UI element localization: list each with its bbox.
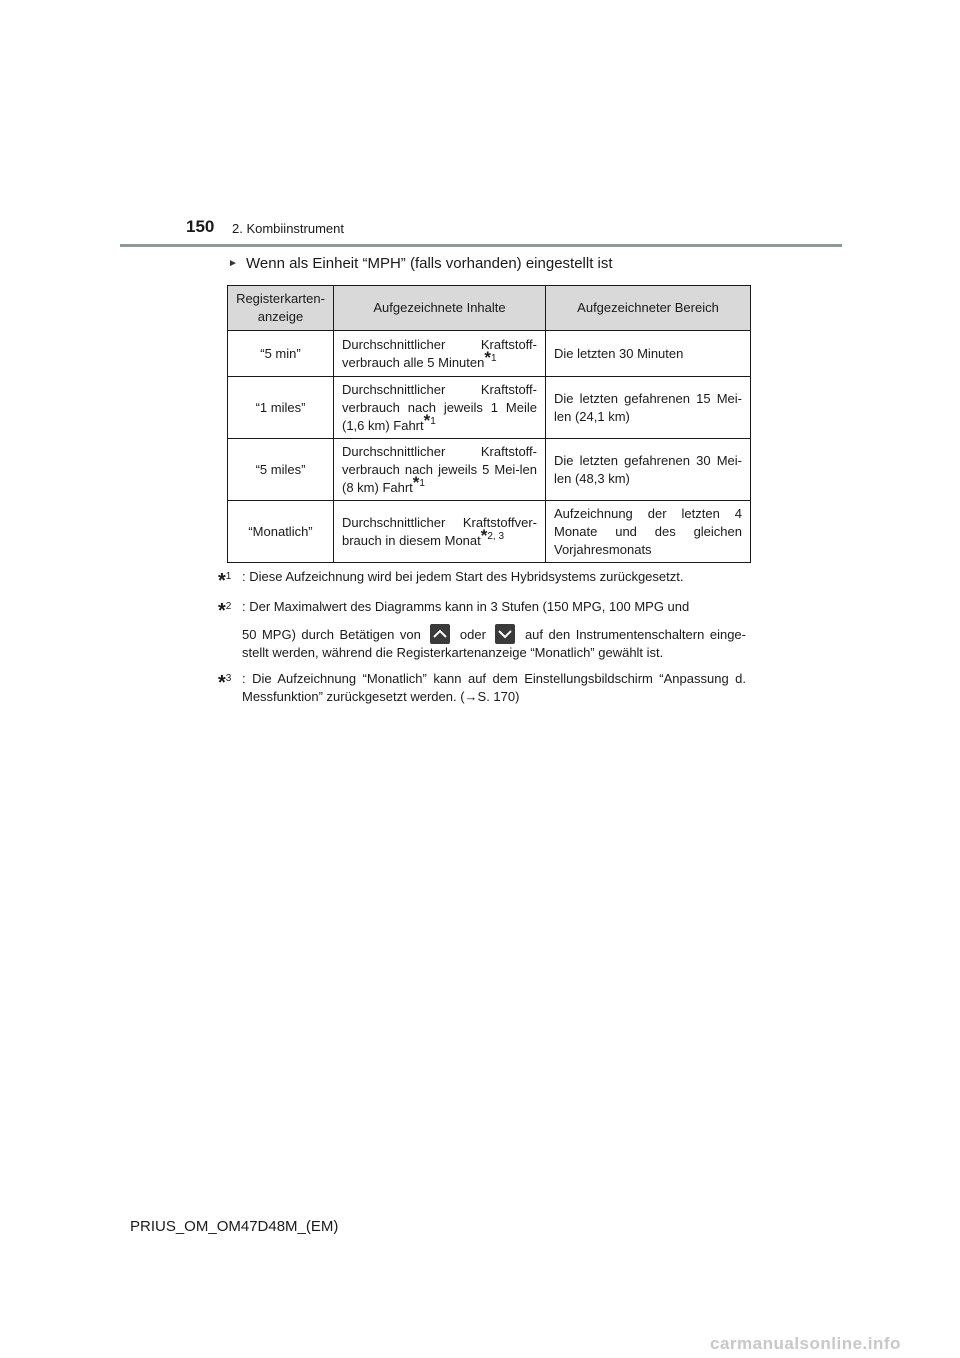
page-number: 150 (186, 217, 215, 236)
footnotes (218, 564, 746, 706)
asterisk: * (423, 411, 431, 431)
header-tab-display-text: Registerkarten- anzeige (236, 291, 325, 324)
cell-tab: “Monatlich” (228, 501, 334, 563)
footnote-text-part: auf den Instrumentenschaltern einge- (524, 627, 746, 642)
asterisk: * (218, 570, 226, 592)
footnote-marker (218, 670, 231, 692)
asterisk: * (480, 526, 488, 546)
asterisk: * (218, 600, 226, 622)
cell-tab: “5 miles” (228, 439, 334, 501)
triangle-bullet-icon: ► (228, 258, 238, 269)
footnote-marker (218, 568, 231, 590)
table-row (228, 439, 751, 501)
footnote-text-part: 50 MPG) durch Betätigen von (242, 627, 421, 642)
table-row (228, 331, 751, 377)
footnote-3 (218, 670, 746, 706)
cell-range: Die letzten gefahrenen 15 Mei-len (24,1 km) (546, 377, 751, 439)
cell-range: Die letzten gefahrenen 30 Mei-len (48,3 km) (546, 439, 751, 501)
footnote-ref (480, 526, 505, 546)
footnote-number: 1 (225, 571, 232, 582)
cell-content-text: Durchschnittlicher Kraftstoff-verbrauch nach jeweils 5 Mei-len (8 km) Fahrt (342, 443, 537, 495)
footnote-2 (218, 598, 746, 662)
asterisk: * (218, 672, 226, 694)
cell-tab: “1 miles” (228, 377, 334, 439)
header-divider (120, 244, 842, 247)
footnote-marker (218, 598, 231, 620)
recording-table (227, 285, 751, 563)
footnote-number: 2 (225, 601, 232, 612)
footnote-text: stellt werden, während die Registerkartenanzeige “Monatlich” gewählt ist. (242, 645, 664, 660)
cell-content-text: Durchschnittlicher Kraftstoff-verbrauch alle 5 Minuten (342, 336, 537, 370)
chevron-down-icon (495, 624, 515, 644)
cell-tab: “5 min” (228, 331, 334, 377)
section-title: 2. Kombiinstrument (232, 221, 344, 236)
subheading-text: Wenn als Einheit “MPH” (falls vorhanden) eingestellt ist (246, 255, 613, 272)
table-header-row (228, 286, 751, 331)
footnote-ref-num: 2, 3 (487, 531, 505, 543)
subheading (228, 255, 613, 272)
cell-content-text: Durchschnittlicher Kraftstoff-verbrauch nach jeweils 1 Meile (1,6 km) Fahrt (342, 381, 537, 433)
cell-content (334, 501, 546, 563)
document-code: PRIUS_OM_OM47D48M_(EM) (130, 1218, 339, 1235)
watermark: carmanualsonline.info (710, 1334, 901, 1353)
cell-content (334, 439, 546, 501)
asterisk: * (412, 473, 420, 493)
footnote-text: : Diese Aufzeichnung wird bei jedem Start des Hybridsystems zurückgesetzt. (242, 569, 684, 584)
table-row (228, 501, 751, 563)
footnote-ref-num: 1 (419, 478, 425, 490)
footnote-number: 3 (225, 673, 232, 684)
asterisk: * (484, 348, 491, 368)
footnote-text: : Die Aufzeichnung “Monatlich” kann auf dem Einstellungsbildschirm “Anpassung d. Messfunktion” zurückgesetzt werden. (→S. 170) (242, 671, 746, 704)
footnote-text-line (242, 624, 746, 644)
footnote-1 (218, 568, 746, 592)
footnote-ref (412, 473, 425, 493)
header-recorded-content: Aufgezeichnete Inhalte (334, 286, 546, 331)
footnote-ref (484, 348, 497, 368)
footnote-text: : Der Maximalwert des Diagramms kann in 3 Stufen (150 MPG, 100 MPG und (242, 599, 690, 614)
cell-content-text: Durchschnittlicher Kraftstoffver-brauch in diesem Monat (342, 514, 537, 548)
header-recorded-range: Aufgezeichneter Bereich (546, 286, 751, 331)
footnote-text-part: oder (459, 627, 486, 642)
footnote-ref-num: 1 (430, 416, 436, 428)
cell-range: Aufzeichnung der letzten 4 Monate und des gleichen Vorjahresmonats (546, 501, 751, 563)
header-tab-display (228, 286, 334, 331)
footnote-ref (423, 411, 436, 431)
cell-content (334, 377, 546, 439)
chevron-up-icon (430, 624, 450, 644)
cell-content (334, 331, 546, 377)
footnote-ref-num: 1 (490, 353, 497, 365)
cell-range: Die letzten 30 Minuten (546, 331, 751, 377)
table-row (228, 377, 751, 439)
